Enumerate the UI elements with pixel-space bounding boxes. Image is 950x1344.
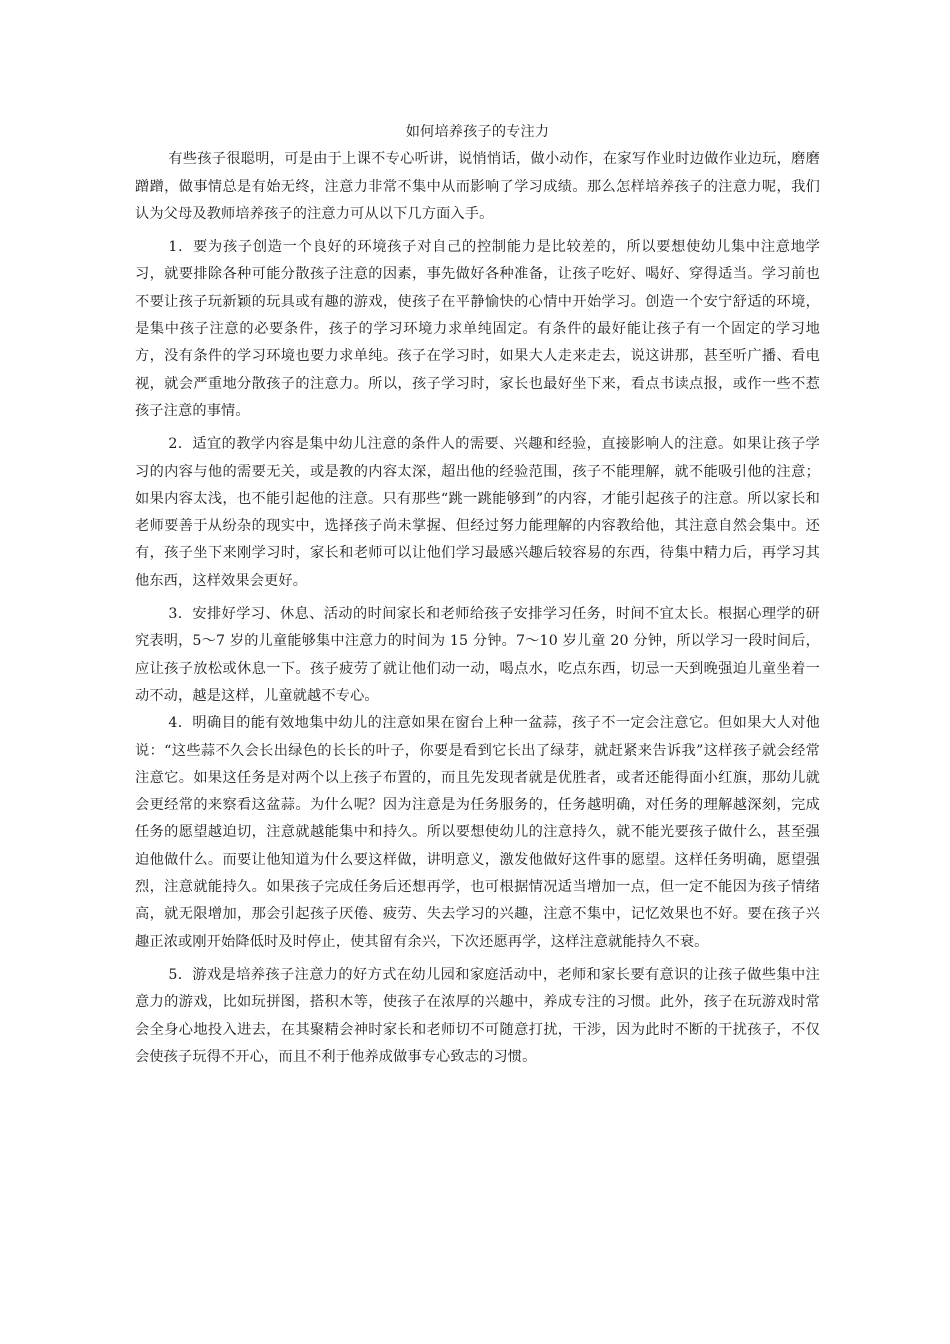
paragraph-environment: 1．要为孩子创造一个良好的环境孩子对自己的控制能力是比较差的，所以要想使幼儿集中注意地学习，就要排除各种可能分散孩子注意的因素，事先做好各种准备，让孩子吃好、喝好、穿得适当。学习前也不要让孩子玩新颖的玩具或有趣的游戏，使孩子在平静愉快的心情中开始学习。创造一个安宁舒适的环境，是集中孩子注意的必要条件，孩子的学习环境力求单纯固定。有条件的最好能让孩子有一个固定的学习地方，没有条件的学习环境也要力求单纯。孩子在学习时，如果大人走来走去，说这讲那，甚至听广播、看电视，就会严重地分散孩子的注意力。所以，孩子学习时，家长也最好坐下来，看点书读点报，或作一些不惹孩子注意的事情。 [135, 239, 820, 419]
paragraph-teaching-content: 2．适宜的教学内容是集中幼儿注意的条件人的需要、兴趣和经验，直接影响人的注意。如果让孩子学习的内容与他的需要无关，或是教的内容太深，超出他的经验范围，孩子不能理解，就不能吸引他的注意；如果内容太浅，也不能引起他的注意。只有那些“跳一跳能够到”的内容，才能引起孩子的注意。所以家长和老师要善于从纷杂的现实中，选择孩子尚未掌握、但经过努力能理解的内容教给他，其注意自然会集中。还有，孩子坐下来刚学习时，家长和老师可以让他们学习最感兴趣后较容易的东西，待集中精力后，再学习其他东西，这样效果会更好。 [135, 436, 820, 589]
paragraph-clear-goals: 4．明确目的能有效地集中幼儿的注意如果在窗台上种一盆蒜，孩子不一定会注意它。但如果大人对他说：“这些蒜不久会长出绿色的长长的叶子，你要是看到它长出了绿芽，就赶紧来告诉我”这样孩子就会经常注意它。如果这任务是对两个以上孩子布置的，而且先发现者就是优胜者，或者还能得面小红旗，那幼儿就会更经常的来察看这盆蒜。为什么呢？因为注意是为任务服务的，任务越明确，对任务的理解越深刻，完成任务的愿望越迫切，注意就越能集中和持久。所以要想使幼儿的注意持久，就不能光要孩子做什么，甚至强迫他做什么。而要让他知道为什么要这样做，讲明意义，激发他做好这件事的愿望。这样任务明确，愿望强烈，注意就能持久。如果孩子完成任务后还想再学，也可根据情况适当增加一点，但一定不能因为孩子情绪高，就无限增加，那会引起孩子厌倦、疲劳、失去学习的兴趣，注意不集中，记忆效果也不好。要在孩子兴趣正浓或刚开始降低时及时停止，使其留有余兴，下次还愿再学，这样注意就能持久不衰。 [135, 715, 820, 950]
paragraph-games: 5．游戏是培养孩子注意力的好方式在幼儿园和家庭活动中，老师和家长要有意识的让孩子做些集中注意力的游戏，比如玩拼图，搭积木等，使孩子在浓厚的兴趣中，养成专注的习惯。此外，孩子在玩游戏时常会全身心地投入进去，在其聚精会神时家长和老师切不可随意打扰，干涉，因为此时不断的干扰孩子，不仅会使孩子玩得不开心，而且不利于他养成做事专心致志的习惯。 [135, 966, 820, 1065]
document-page [135, 119, 820, 1071]
document-title: 如何培养孩子的专注力 [405, 124, 550, 140]
intro-paragraph: 有些孩子很聪明，可是由于上课不专心听讲，说悄悄话，做小动作，在家写作业时边做作业边玩，磨磨蹭蹭，做事情总是有始无终，注意力非常不集中从而影响了学习成绩。那么怎样培养孩子的注意力呢，我们认为父母及教师培养孩子的注意力可从以下几方面入手。 [135, 151, 820, 222]
paragraph-schedule: 3．安排好学习、休息、活动的时间家长和老师给孩子安排学习任务，时间不宜太长。根据心理学的研究表明，5～7 岁的儿童能够集中注意力的时间为 15 分钟。7～10 岁儿童 20 分钟，所以学习一段时间后，应让孩子放松或休息一下。孩子疲劳了就让他们动一动，喝点水，吃点东西，切忌一天到晚强迫儿童坐着一动不动，越是这样，儿童就越不专心。 [135, 606, 820, 704]
